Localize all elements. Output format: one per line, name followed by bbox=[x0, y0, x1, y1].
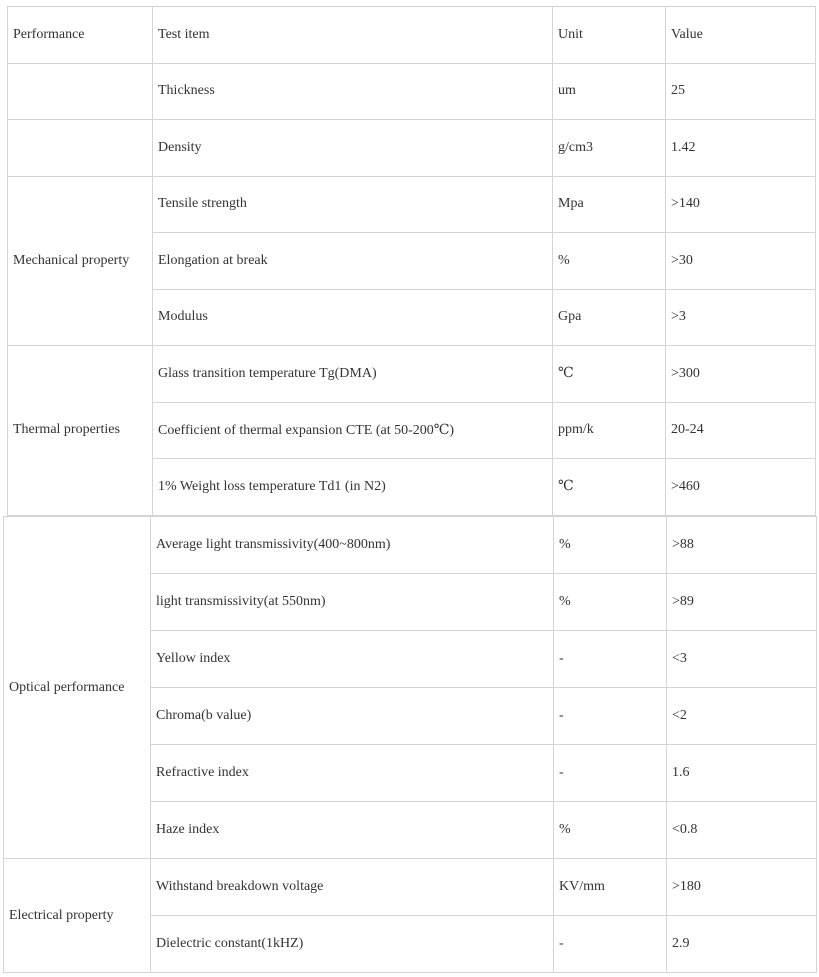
unit-cell: - bbox=[554, 631, 667, 688]
test-item-cell: light transmissivity(at 550nm) bbox=[151, 574, 554, 631]
value-cell: >88 bbox=[667, 517, 817, 574]
header-performance: Performance bbox=[8, 7, 153, 64]
test-item-cell: Thickness bbox=[153, 63, 553, 120]
group-electrical: Electrical property bbox=[4, 859, 151, 973]
test-item-cell: 1% Weight loss temperature Td1 (in N2) bbox=[153, 459, 553, 516]
unit-cell: % bbox=[553, 233, 666, 290]
value-cell: >89 bbox=[667, 574, 817, 631]
group-cell-empty bbox=[8, 63, 153, 120]
value-cell: >3 bbox=[666, 289, 816, 346]
unit-cell: ℃ bbox=[553, 346, 666, 403]
test-item-cell: Elongation at break bbox=[153, 233, 553, 290]
table-row bbox=[4, 517, 817, 574]
unit-cell: % bbox=[554, 574, 667, 631]
unit-cell: ℃ bbox=[553, 459, 666, 516]
value-cell: 1.6 bbox=[667, 745, 817, 802]
table-row bbox=[8, 176, 816, 233]
table-row bbox=[8, 63, 816, 120]
unit-cell: - bbox=[554, 745, 667, 802]
group-optical: Optical performance bbox=[4, 517, 151, 859]
value-cell: >140 bbox=[666, 176, 816, 233]
test-item-cell: Chroma(b value) bbox=[151, 688, 554, 745]
test-item-cell: Yellow index bbox=[151, 631, 554, 688]
group-mechanical: Mechanical property bbox=[8, 176, 153, 346]
value-cell: >180 bbox=[667, 859, 817, 916]
value-cell: >460 bbox=[666, 459, 816, 516]
header-value: Value bbox=[666, 7, 816, 64]
test-item-cell: Modulus bbox=[153, 289, 553, 346]
properties-table-top bbox=[7, 6, 816, 516]
test-item-cell: Coefficient of thermal expansion CTE (at 50-200℃) bbox=[153, 402, 553, 459]
value-cell: <2 bbox=[667, 688, 817, 745]
unit-cell: Mpa bbox=[553, 176, 666, 233]
table-row bbox=[8, 120, 816, 177]
value-cell: 2.9 bbox=[667, 916, 817, 973]
unit-cell: Gpa bbox=[553, 289, 666, 346]
header-test-item: Test item bbox=[153, 7, 553, 64]
group-cell-empty bbox=[8, 120, 153, 177]
unit-cell: % bbox=[554, 802, 667, 859]
header-row bbox=[8, 7, 816, 64]
test-item-cell: Tensile strength bbox=[153, 176, 553, 233]
group-thermal: Thermal properties bbox=[8, 346, 153, 516]
value-cell: >30 bbox=[666, 233, 816, 290]
unit-cell: - bbox=[554, 688, 667, 745]
properties-table-bottom bbox=[3, 516, 817, 973]
test-item-cell: Dielectric constant(1kHZ) bbox=[151, 916, 554, 973]
value-cell: <3 bbox=[667, 631, 817, 688]
unit-cell: ppm/k bbox=[553, 402, 666, 459]
value-cell: 20-24 bbox=[666, 402, 816, 459]
table-row bbox=[4, 859, 817, 916]
value-cell: 1.42 bbox=[666, 120, 816, 177]
unit-cell: - bbox=[554, 916, 667, 973]
unit-cell: % bbox=[554, 517, 667, 574]
value-cell: 25 bbox=[666, 63, 816, 120]
test-item-cell: Refractive index bbox=[151, 745, 554, 802]
test-item-cell: Haze index bbox=[151, 802, 554, 859]
header-unit: Unit bbox=[553, 7, 666, 64]
test-item-cell: Glass transition temperature Tg(DMA) bbox=[153, 346, 553, 403]
unit-cell: KV/mm bbox=[554, 859, 667, 916]
test-item-cell: Withstand breakdown voltage bbox=[151, 859, 554, 916]
value-cell: >300 bbox=[666, 346, 816, 403]
table-row bbox=[8, 346, 816, 403]
test-item-cell: Density bbox=[153, 120, 553, 177]
test-item-cell: Average light transmissivity(400~800nm) bbox=[151, 517, 554, 574]
value-cell: <0.8 bbox=[667, 802, 817, 859]
unit-cell: um bbox=[553, 63, 666, 120]
unit-cell: g/cm3 bbox=[553, 120, 666, 177]
